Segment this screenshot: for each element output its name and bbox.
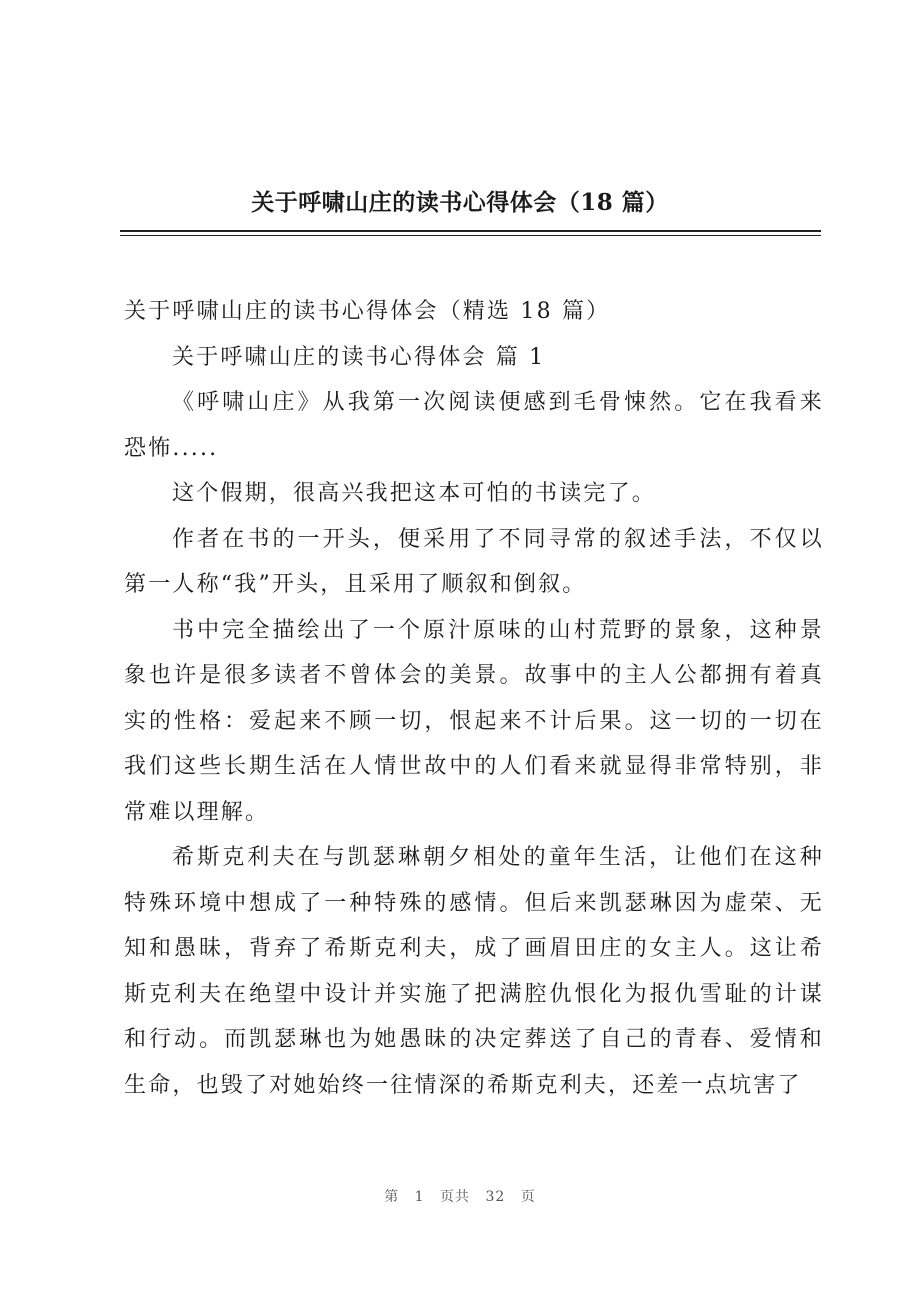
document-title: 关于呼啸山庄的读书心得体会（18 篇） [251,189,669,216]
footer-total-pages: 32 [485,1189,506,1205]
body-paragraph: 这个假期，很高兴我把这本可怕的书读完了。 [172,481,657,506]
section-heading: 关于呼啸山庄的读书心得体会 篇 1 [172,344,546,370]
footer-middle: 页共 [440,1189,471,1205]
page-footer [0,1186,920,1206]
title-underline-thick [120,230,821,232]
body-paragraph: 书中完全描绘出了一个原汁原味的山村荒野的景象，这种景象也许是很多读者不曾体会的美景。故事中的主人公都拥有着真实的性格：爱起来不顾一切，恨起来不计后果。这一切的一切在我们这些长期生活在人情世故中的人们看来就显得非常特别，非常难以理解。 [124,617,824,825]
footer-current-page: 1 [414,1189,425,1205]
document-subtitle: 关于呼啸山庄的读书心得体会（精选 18 篇） [124,299,611,324]
body-paragraph: 希斯克利夫在与凯瑟琳朝夕相处的童年生活，让他们在这种特殊环境中想成了一种特殊的感情。但后来凯瑟琳因为虚荣、无知和愚昧，背弃了希斯克利夫，成了画眉田庄的女主人。这让希斯克利夫在绝望中设计并实施了把满腔仇恨化为报仇雪耻的计谋和行动。而凯瑟琳也为她愚昧的决定葬送了自己的青春、爱情和生命，也毁了对她始终一往情深的希斯克利夫，还差一点坑害了 [124,845,824,1098]
footer-prefix: 第 [384,1189,400,1205]
document-body [124,289,824,1108]
body-paragraph: 《呼啸山庄》从我第一次阅读便感到毛骨悚然。它在我看来恐怖..... [124,390,824,461]
title-underline-thin [120,235,821,236]
body-paragraph: 作者在书的一开头，便采用了不同寻常的叙述手法，不仅以第一人称“我”开头，且采用了顺叙和倒叙。 [124,526,824,597]
footer-suffix: 页 [520,1189,536,1205]
